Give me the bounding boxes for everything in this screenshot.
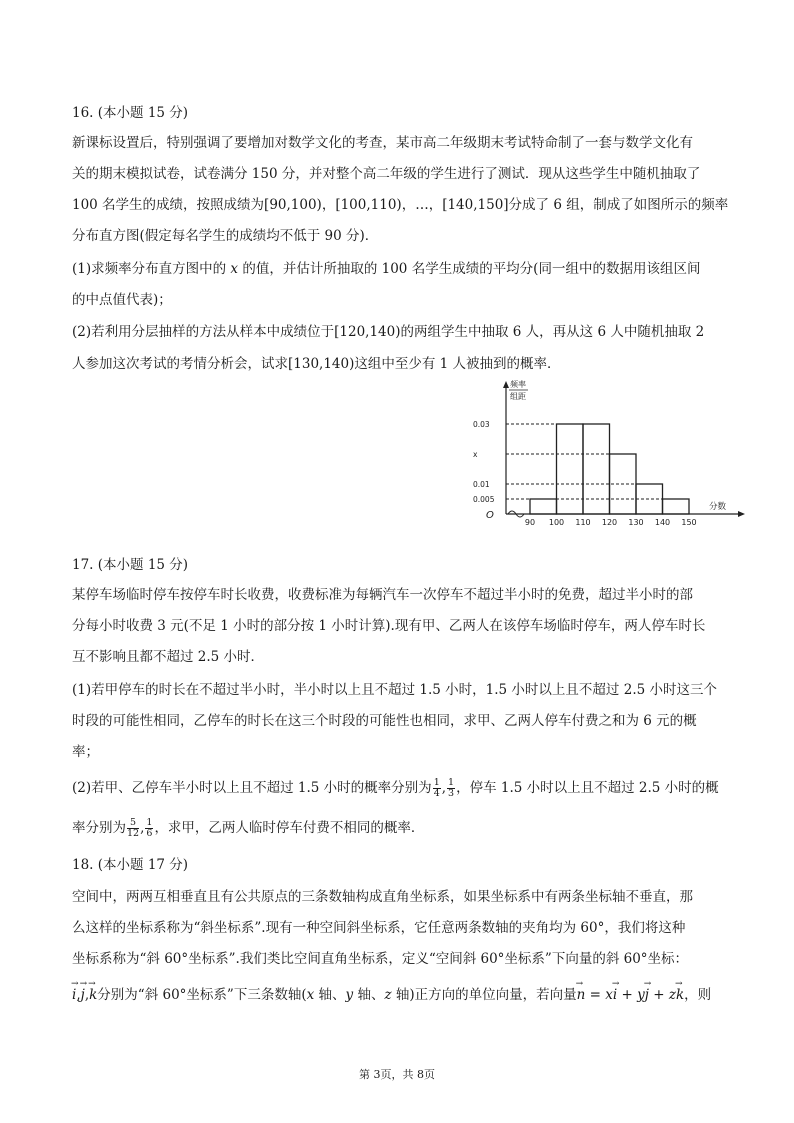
q17-part-2: (2)若甲、乙停车半小时以上且不超过 1.5 小时的概率分别为 $\frac{1}{4}$ , $\frac{1}{3}$ ，停车 1.5 小时以上且不超过 2.5 小时的概 <box>72 777 719 799</box>
fraction-1-4: $\frac{1}{4}$ <box>433 777 440 799</box>
y-tick-label: x <box>473 450 478 459</box>
histogram-bar <box>583 424 610 514</box>
histogram-bar <box>663 499 690 514</box>
x-axis-arrow <box>738 511 745 517</box>
q18-line-2: 么这样的坐标系称为“斜坐标系”.现有一种空间斜坐标系，它任意两条数轴的夹角均为 60°，我们将这种 <box>72 920 686 936</box>
q16-line-1: 新课标设置后，特别强调了要增加对数学文化的考查，某市高二年级期末考试特命制了一套与数学文化有 <box>72 135 693 151</box>
origin-label: O <box>486 510 494 521</box>
x-axis-label: 分数 <box>709 502 727 512</box>
y-tick-label: 0.005 <box>473 495 495 504</box>
q16-line-3: 100 名学生的成绩，按照成绩为[90,100)，[100,110)，…，[140,150]分成了 6 组，制成了如图所示的频率 <box>72 197 729 213</box>
fraction-1-3: $\frac{1}{3}$ <box>448 777 455 799</box>
q16-header: 16. (本小题 15 分) <box>72 105 189 121</box>
q16-part-2-cont: 人参加这次考试的考情分析会，试求[130,140)这组中至少有 1 人被抽到的概率． <box>72 356 561 372</box>
y-axis-arrow <box>503 381 509 388</box>
fraction-5-12: $\frac{5}{12}$ <box>127 817 140 839</box>
y-label-top: 频率 <box>510 380 526 389</box>
q17-line-2: 分每小时收费 3 元(不足 1 小时的部分按 1 小时计算).现有甲、乙两人在该停车场临时停车，两人停车时长 <box>72 618 706 634</box>
y-tick-label: 0.01 <box>473 480 490 489</box>
frequency-histogram <box>468 378 748 526</box>
q16-part-1-cont: 的中点值代表)； <box>72 292 172 308</box>
histogram-bar <box>557 424 584 514</box>
q18-header: 18. (本小题 17 分) <box>72 857 189 873</box>
q17-part-1-end: 率； <box>72 744 99 760</box>
q16-part-1: (1)求频率分布直方图中的 x 的值，并估计所抽取的 100 名学生成绩的平均分(同一组中的数据用该组区间 <box>72 261 701 277</box>
x-tick-label: 110 <box>575 518 591 526</box>
x-tick-label: 90 <box>524 518 536 526</box>
histogram-bar <box>530 499 557 514</box>
q17-part-2-cont: 率分别为 $\frac{5}{12}$ , $\frac{1}{6}$ ，求甲，乙两人临时停车付费不相同的概率． <box>72 817 425 839</box>
x-tick-label: 100 <box>548 518 565 526</box>
q16-part-2: (2)若利用分层抽样的方法从样本中成绩位于[120,140)的两组学生中抽取 6 人，再从这 6 人中随机抽取 2 <box>72 324 705 340</box>
q17-part-1: (1)若甲停车的时长在不超过半小时，半小时以上且不超过 1.5 小时，1.5 小时以上且不超过 2.5 小时这三个 <box>72 682 717 698</box>
q16-line-4: 分布直方图(假定每名学生的成绩均不低于 90 分)． <box>72 228 379 244</box>
q17-part-1-cont: 时段的可能性相同，乙停车的时长在这三个时段的可能性也相同，求甲、乙两人停车付费之和为 6 元的概 <box>72 713 697 729</box>
q17-line-1: 某停车场临时停车按停车时长收费，收费标准为每辆汽车一次停车不超过半小时的免费，超过半小时的部 <box>72 587 693 603</box>
q16-line-2: 关的期末模拟试卷，试卷满分 150 分，并对整个高二年级的学生进行了测试．现从这些学生中随机抽取了 <box>72 166 701 182</box>
q18-line-4: → i,→ j,→ k分别为“斜 60°坐标系”下三条数轴(x 轴、y 轴、z 轴)正方向的单位向量，若向量→ n = x→ i + y→ j + z→ k，则 <box>72 986 711 1004</box>
x-tick-label: 150 <box>681 518 697 526</box>
page-footer: 第 3页，共 8页 <box>359 1068 435 1081</box>
q17-line-3: 互不影响且都不超过 2.5 小时． <box>72 649 265 665</box>
x-tick-label: 140 <box>654 518 671 526</box>
fraction-1-6: $\frac{1}{6}$ <box>146 817 153 839</box>
q18-line-1: 空间中，两两互相垂直且有公共原点的三条数轴构成直角坐标系，如果坐标系中有两条坐标轴不垂直，那 <box>72 889 693 905</box>
x-tick-label: 120 <box>601 518 618 526</box>
q18-line-3: 坐标系称为“斜 60°坐标系”.我们类比空间直角坐标系，定义“空间斜 60°坐标系”下向量的斜 60°坐标： <box>72 951 689 967</box>
y-tick-label: 0.03 <box>473 420 490 429</box>
q17-header: 17. (本小题 15 分) <box>72 557 189 573</box>
y-label-bottom: 组距 <box>510 392 526 401</box>
x-tick-label: 130 <box>628 518 644 526</box>
